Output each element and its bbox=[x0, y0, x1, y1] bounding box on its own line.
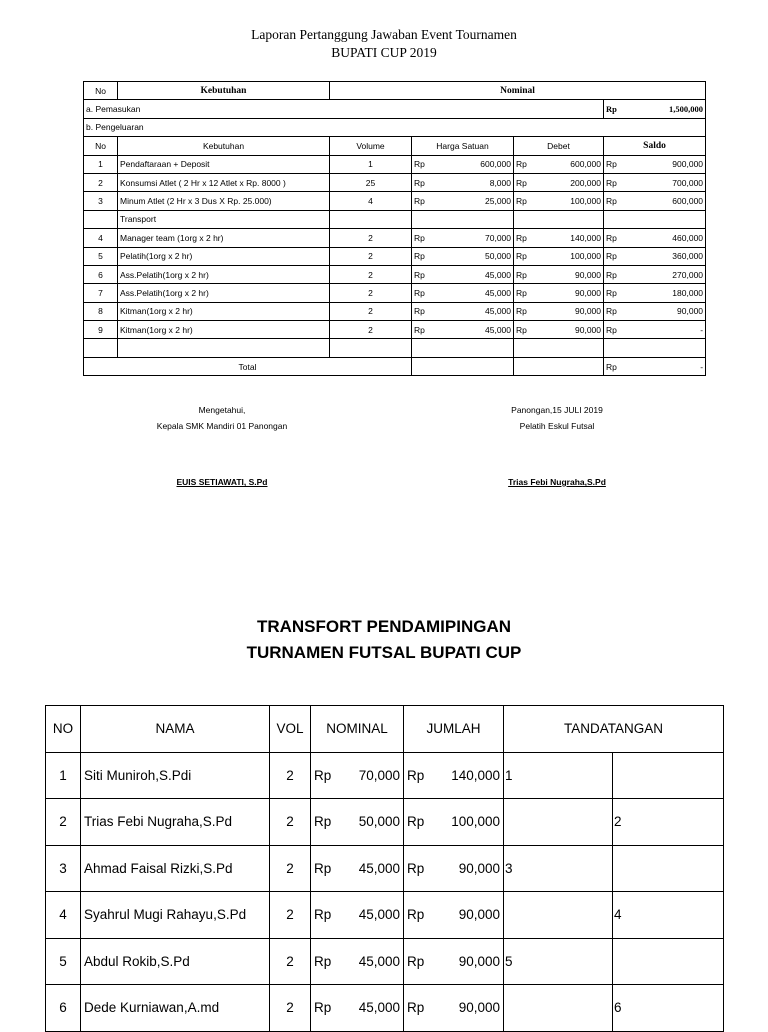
table-row bbox=[84, 229, 706, 247]
col-saldo: Saldo bbox=[604, 137, 706, 155]
row-harga: 45,000 bbox=[434, 284, 514, 302]
table-row bbox=[84, 284, 706, 302]
row-harga-currency: Rp bbox=[412, 173, 434, 191]
row-debet-currency: Rp bbox=[514, 192, 536, 210]
row-debet-currency: Rp bbox=[514, 284, 536, 302]
row-volume: 4 bbox=[330, 192, 412, 210]
row-harga-currency bbox=[412, 339, 434, 357]
row-harga: 8,000 bbox=[434, 173, 514, 191]
row-saldo-currency bbox=[604, 339, 626, 357]
row-saldo: 600,000 bbox=[626, 192, 706, 210]
row-nama: Siti Muniroh,S.Pdi bbox=[81, 752, 270, 799]
row-harga: 45,000 bbox=[434, 265, 514, 283]
row-volume bbox=[330, 339, 412, 357]
table-row bbox=[84, 321, 706, 339]
row-debet bbox=[536, 339, 604, 357]
row-vol: 2 bbox=[270, 752, 311, 799]
row-jumlah-cell bbox=[404, 752, 504, 799]
row-signature-left: 1 bbox=[504, 752, 613, 799]
expense-label-row bbox=[84, 118, 706, 136]
income-currency: Rp bbox=[604, 100, 626, 118]
report-subtitle: BUPATI CUP 2019 bbox=[331, 45, 437, 60]
sig-right-name: Trias Febi Nugraha,S.Pd bbox=[508, 477, 606, 487]
row-debet bbox=[536, 210, 604, 228]
row-no: 5 bbox=[46, 938, 81, 985]
row-debet: 90,000 bbox=[536, 265, 604, 283]
row-vol: 2 bbox=[270, 938, 311, 985]
row-no: 6 bbox=[84, 265, 118, 283]
row-saldo-currency: Rp bbox=[604, 173, 626, 191]
transport-table bbox=[45, 705, 724, 1032]
row-harga-currency: Rp bbox=[412, 321, 434, 339]
transport-subtitle: TURNAMEN FUTSAL BUPATI CUP bbox=[246, 643, 522, 662]
header-no: No bbox=[84, 82, 118, 100]
row-no: 3 bbox=[46, 845, 81, 892]
row-debet: 140,000 bbox=[536, 229, 604, 247]
row-debet: 90,000 bbox=[536, 321, 604, 339]
row-nominal-currency: Rp bbox=[314, 860, 332, 876]
row-nama: Ahmad Faisal Rizki,S.Pd bbox=[81, 845, 270, 892]
table-row bbox=[46, 845, 724, 892]
expense-label: b. Pengeluaran bbox=[84, 118, 706, 136]
row-jumlah: 100,000 bbox=[451, 814, 500, 830]
th-jumlah: JUMLAH bbox=[404, 706, 504, 753]
row-no: 4 bbox=[84, 229, 118, 247]
income-row bbox=[84, 100, 706, 118]
row-debet-currency bbox=[514, 339, 536, 357]
row-saldo: 180,000 bbox=[626, 284, 706, 302]
row-debet-currency: Rp bbox=[514, 321, 536, 339]
row-harga: 70,000 bbox=[434, 229, 514, 247]
income-amount: 1,500,000 bbox=[626, 100, 706, 118]
row-signature-left: 3 bbox=[504, 845, 613, 892]
row-volume: 2 bbox=[330, 321, 412, 339]
row-nominal: 70,000 bbox=[358, 767, 400, 783]
row-item: Ass.Pelatih(1org x 2 hr) bbox=[118, 284, 330, 302]
row-item: Konsumsi Atlet ( 2 Hr x 12 Atlet x Rp. 8000 ) bbox=[118, 173, 330, 191]
th-vol: VOL bbox=[270, 706, 311, 753]
row-signature-right: 4 bbox=[613, 892, 724, 939]
row-no: 8 bbox=[84, 302, 118, 320]
row-signature-right bbox=[613, 752, 724, 799]
row-item: Kitman(1org x 2 hr) bbox=[118, 302, 330, 320]
row-nominal: 45,000 bbox=[358, 907, 400, 923]
table-row bbox=[84, 339, 706, 357]
row-nominal-cell bbox=[311, 845, 404, 892]
row-saldo-currency: Rp bbox=[604, 302, 626, 320]
row-debet-currency: Rp bbox=[514, 247, 536, 265]
table-row bbox=[84, 173, 706, 191]
row-harga-currency: Rp bbox=[412, 155, 434, 173]
columns-row bbox=[84, 137, 706, 155]
row-jumlah: 140,000 bbox=[451, 767, 500, 783]
row-harga-currency: Rp bbox=[412, 247, 434, 265]
row-no: 2 bbox=[46, 799, 81, 846]
header-kebutuhan: Kebutuhan bbox=[118, 82, 330, 100]
row-volume: 2 bbox=[330, 265, 412, 283]
row-no: 2 bbox=[84, 173, 118, 191]
row-debet: 600,000 bbox=[536, 155, 604, 173]
row-saldo: 900,000 bbox=[626, 155, 706, 173]
row-volume: 1 bbox=[330, 155, 412, 173]
income-label: a. Pemasukan bbox=[84, 100, 604, 118]
sig-left-name: EUIS SETIAWATI, S.Pd bbox=[176, 477, 268, 487]
row-saldo-currency: Rp bbox=[604, 247, 626, 265]
row-no: 7 bbox=[84, 284, 118, 302]
row-harga-currency bbox=[412, 210, 434, 228]
row-saldo-currency: Rp bbox=[604, 229, 626, 247]
row-nominal-cell bbox=[311, 892, 404, 939]
sig-left-line2: Kepala SMK Mandiri 01 Panongan bbox=[156, 421, 288, 431]
table-row bbox=[84, 210, 706, 228]
row-jumlah: 90,000 bbox=[458, 953, 500, 969]
row-saldo bbox=[626, 339, 706, 357]
row-debet-currency: Rp bbox=[514, 265, 536, 283]
row-no: 9 bbox=[84, 321, 118, 339]
row-debet-currency: Rp bbox=[514, 173, 536, 191]
table-row bbox=[46, 938, 724, 985]
transport-title: TRANSFORT PENDAMIPINGAN bbox=[256, 617, 512, 636]
row-no: 3 bbox=[84, 192, 118, 210]
row-item: Transport bbox=[118, 210, 330, 228]
total-row bbox=[84, 357, 706, 375]
row-signature-right bbox=[613, 845, 724, 892]
row-debet: 100,000 bbox=[536, 247, 604, 265]
row-debet-currency bbox=[514, 210, 536, 228]
row-nominal-currency: Rp bbox=[314, 814, 332, 830]
row-nominal: 45,000 bbox=[358, 953, 400, 969]
header-nominal: Nominal bbox=[330, 82, 706, 100]
row-volume: 2 bbox=[330, 302, 412, 320]
row-nama: Abdul Rokib,S.Pd bbox=[81, 938, 270, 985]
sig-right-line2: Pelatih Eskul Futsal bbox=[519, 421, 595, 431]
row-debet: 90,000 bbox=[536, 284, 604, 302]
row-volume: 2 bbox=[330, 284, 412, 302]
row-nominal: 45,000 bbox=[358, 860, 400, 876]
total-currency: Rp bbox=[604, 357, 626, 375]
row-nominal: 45,000 bbox=[358, 1000, 400, 1016]
row-nama: Trias Febi Nugraha,S.Pd bbox=[81, 799, 270, 846]
row-no: 5 bbox=[84, 247, 118, 265]
row-no: 1 bbox=[84, 155, 118, 173]
row-nominal: 50,000 bbox=[358, 814, 400, 830]
row-harga-currency: Rp bbox=[412, 229, 434, 247]
row-nominal-currency: Rp bbox=[314, 907, 332, 923]
row-saldo: 270,000 bbox=[626, 265, 706, 283]
row-harga bbox=[434, 339, 514, 357]
row-debet: 90,000 bbox=[536, 302, 604, 320]
row-harga-currency: Rp bbox=[412, 284, 434, 302]
row-saldo: 460,000 bbox=[626, 229, 706, 247]
row-saldo-currency: Rp bbox=[604, 321, 626, 339]
table-row bbox=[46, 985, 724, 1032]
row-item: Manager team (1org x 2 hr) bbox=[118, 229, 330, 247]
row-signature-left bbox=[504, 799, 613, 846]
row-jumlah-cell bbox=[404, 799, 504, 846]
row-debet-currency: Rp bbox=[514, 229, 536, 247]
row-harga-currency: Rp bbox=[412, 192, 434, 210]
row-jumlah: 90,000 bbox=[458, 860, 500, 876]
transport-header-row bbox=[46, 706, 724, 753]
table-row bbox=[84, 265, 706, 283]
row-signature-left bbox=[504, 892, 613, 939]
table-row bbox=[84, 302, 706, 320]
row-saldo: 700,000 bbox=[626, 173, 706, 191]
row-harga: 45,000 bbox=[434, 302, 514, 320]
row-nama: Dede Kurniawan,A.md bbox=[81, 985, 270, 1032]
row-saldo: 360,000 bbox=[626, 247, 706, 265]
row-item: Pendaftaraan + Deposit bbox=[118, 155, 330, 173]
row-debet: 200,000 bbox=[536, 173, 604, 191]
row-no: 1 bbox=[46, 752, 81, 799]
sig-right-line1: Panongan,15 JULI 2019 bbox=[511, 405, 603, 415]
th-no: NO bbox=[46, 706, 81, 753]
row-no bbox=[84, 339, 118, 357]
row-item: Minum Atlet (2 Hr x 3 Dus X Rp. 25.000) bbox=[118, 192, 330, 210]
row-jumlah-cell bbox=[404, 845, 504, 892]
row-volume: 2 bbox=[330, 229, 412, 247]
table-row bbox=[84, 155, 706, 173]
row-nominal-cell bbox=[311, 799, 404, 846]
row-signature-right bbox=[613, 938, 724, 985]
report-table bbox=[83, 81, 706, 376]
row-volume: 2 bbox=[330, 247, 412, 265]
th-tandatangan: TANDATANGAN bbox=[504, 706, 724, 753]
col-harga: Harga Satuan bbox=[412, 137, 514, 155]
row-jumlah-currency: Rp bbox=[407, 953, 425, 969]
col-kebutuhan: Kebutuhan bbox=[118, 137, 330, 155]
row-item: Pelatih(1org x 2 hr) bbox=[118, 247, 330, 265]
row-debet-currency: Rp bbox=[514, 155, 536, 173]
row-jumlah-currency: Rp bbox=[407, 907, 425, 923]
table-row bbox=[84, 247, 706, 265]
row-jumlah: 90,000 bbox=[458, 907, 500, 923]
col-debet: Debet bbox=[514, 137, 604, 155]
row-saldo bbox=[626, 210, 706, 228]
row-saldo: 90,000 bbox=[626, 302, 706, 320]
row-signature-right: 6 bbox=[613, 985, 724, 1032]
row-item: Kitman(1org x 2 hr) bbox=[118, 321, 330, 339]
row-jumlah-currency: Rp bbox=[407, 860, 425, 876]
sig-left-line1: Mengetahui, bbox=[198, 405, 246, 415]
row-signature-right: 2 bbox=[613, 799, 724, 846]
report-header-row bbox=[84, 82, 706, 100]
row-harga bbox=[434, 210, 514, 228]
total-value: - bbox=[626, 357, 706, 375]
row-nominal-currency: Rp bbox=[314, 953, 332, 969]
row-debet: 100,000 bbox=[536, 192, 604, 210]
row-item bbox=[118, 339, 330, 357]
row-saldo-currency: Rp bbox=[604, 192, 626, 210]
row-no bbox=[84, 210, 118, 228]
row-vol: 2 bbox=[270, 799, 311, 846]
col-volume: Volume bbox=[330, 137, 412, 155]
row-harga-currency: Rp bbox=[412, 265, 434, 283]
table-row bbox=[46, 892, 724, 939]
row-jumlah-cell bbox=[404, 985, 504, 1032]
total-label: Total bbox=[84, 357, 412, 375]
th-nominal: NOMINAL bbox=[311, 706, 404, 753]
row-nominal-cell bbox=[311, 985, 404, 1032]
row-vol: 2 bbox=[270, 985, 311, 1032]
row-saldo-currency bbox=[604, 210, 626, 228]
row-harga-currency: Rp bbox=[412, 302, 434, 320]
row-jumlah-cell bbox=[404, 892, 504, 939]
row-vol: 2 bbox=[270, 892, 311, 939]
row-nominal-cell bbox=[311, 938, 404, 985]
th-nama: NAMA bbox=[81, 706, 270, 753]
row-debet-currency: Rp bbox=[514, 302, 536, 320]
row-jumlah-currency: Rp bbox=[407, 814, 425, 830]
row-saldo: - bbox=[626, 321, 706, 339]
row-nominal-cell bbox=[311, 752, 404, 799]
row-nama: Syahrul Mugi Rahayu,S.Pd bbox=[81, 892, 270, 939]
row-jumlah: 90,000 bbox=[458, 1000, 500, 1016]
row-saldo-currency: Rp bbox=[604, 155, 626, 173]
row-harga: 600,000 bbox=[434, 155, 514, 173]
row-saldo-currency: Rp bbox=[604, 284, 626, 302]
row-volume bbox=[330, 210, 412, 228]
table-row bbox=[46, 799, 724, 846]
table-row bbox=[84, 192, 706, 210]
row-jumlah-cell bbox=[404, 938, 504, 985]
row-volume: 25 bbox=[330, 173, 412, 191]
row-saldo-currency: Rp bbox=[604, 265, 626, 283]
row-signature-left bbox=[504, 985, 613, 1032]
col-no: No bbox=[84, 137, 118, 155]
row-nominal-currency: Rp bbox=[314, 767, 332, 783]
row-signature-left: 5 bbox=[504, 938, 613, 985]
row-harga: 45,000 bbox=[434, 321, 514, 339]
row-no: 6 bbox=[46, 985, 81, 1032]
row-item: Ass.Pelatih(1org x 2 hr) bbox=[118, 265, 330, 283]
table-row bbox=[46, 752, 724, 799]
row-vol: 2 bbox=[270, 845, 311, 892]
report-title: Laporan Pertanggung Jawaban Event Tournamen bbox=[251, 27, 517, 42]
row-no: 4 bbox=[46, 892, 81, 939]
row-harga: 25,000 bbox=[434, 192, 514, 210]
row-jumlah-currency: Rp bbox=[407, 1000, 425, 1016]
row-jumlah-currency: Rp bbox=[407, 767, 425, 783]
row-harga: 50,000 bbox=[434, 247, 514, 265]
row-nominal-currency: Rp bbox=[314, 1000, 332, 1016]
